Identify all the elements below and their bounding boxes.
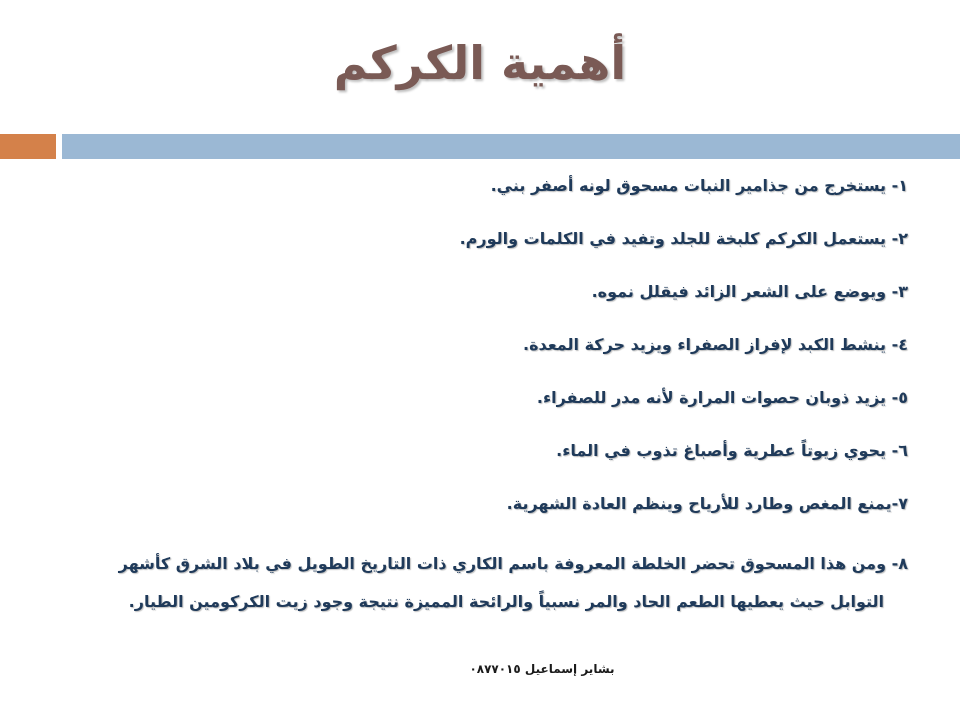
list-item-line: التوابل حيث يعطيها الطعم الحاد والمر نسبياً والرائحة المميزة نتيجة وجود زيت الكركومين الطيار. bbox=[128, 592, 884, 611]
list-item: ٧-يمنع المغص وطارد للأرياح وينظم العادة الشهرية. bbox=[506, 494, 908, 513]
footer-author: بشاير إسماعيل ٠٨٧٧٠١٥ bbox=[469, 662, 615, 676]
list-item-line: ٨- ومن هذا المسحوق تحضر الخلطة المعروفة باسم الكاري ذات التاريخ الطويل في بلاد الشرق كأشهر bbox=[118, 554, 908, 573]
header-bar bbox=[62, 134, 960, 159]
list-item: ٤- ينشط الكبد لإفراز الصفراء ويزيد حركة المعدة. bbox=[522, 335, 908, 354]
bullet-list bbox=[48, 174, 908, 650]
slide-title: أهمية الكركم bbox=[333, 36, 627, 90]
list-item: ٢- يستعمل الكركم كلبخة للجلد وتفيد في الكلمات والورم. bbox=[459, 229, 908, 248]
list-item: ٣- ويوضع على الشعر الزائد فيقلل نموه. bbox=[591, 282, 908, 301]
accent-bar bbox=[0, 134, 56, 159]
list-item bbox=[48, 545, 908, 621]
list-item: ١- يستخرج من جذامير النبات مسحوق لونه أصفر بني. bbox=[490, 176, 908, 195]
list-item: ٦- يحوي زيوتاً عطرية وأصباغ تذوب في الماء. bbox=[556, 441, 908, 460]
list-item: ٥- يزيد ذوبان حصوات المرارة لأنه مدر للصفراء. bbox=[536, 388, 908, 407]
